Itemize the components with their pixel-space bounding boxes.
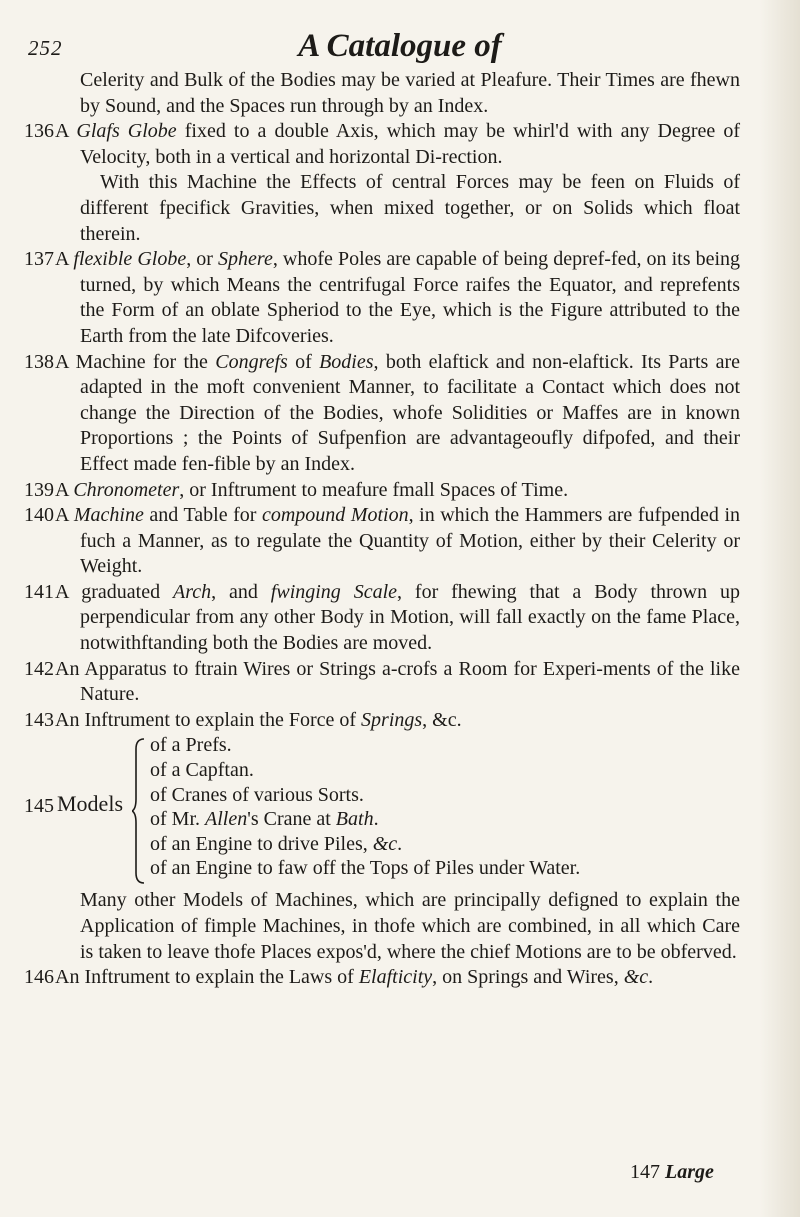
models-list-item: of a Capftan. bbox=[150, 759, 254, 782]
entry-number: 143 bbox=[24, 708, 54, 731]
page-header bbox=[0, 28, 800, 72]
page-number: 252 bbox=[28, 36, 63, 60]
entry-number: 145 bbox=[24, 795, 54, 818]
lead-text: Celerity and Bulk of the Bodies may be varied at Pleafure. Their Times are fhewn by Sound, and the Spaces run through by an Index. bbox=[80, 69, 740, 117]
models-list bbox=[150, 733, 580, 881]
models-list-item: of a Prefs. bbox=[150, 734, 232, 757]
entry-text: A Machine for the Congrefs of Bodies, both elaftick and non-elaftick. Its Parts are adapted in the moft convenient Manner, to facilitate a Contact which does not change the Direction of the Bodies, whofe Solidities or Maffes are in known Proportions ; the Points of Sufpenfion are advantageoufly difpofed, and their Effect made fen-fible by an Index. bbox=[55, 350, 740, 475]
catchword bbox=[630, 1161, 714, 1184]
models-note bbox=[0, 888, 800, 965]
models-list-item: of an Engine to drive Piles, &c. bbox=[150, 832, 403, 855]
entry-text: An Inftrument to explain the Laws of Elafticity, on Springs and Wires, &c. bbox=[55, 966, 654, 989]
entry-143 bbox=[0, 708, 800, 734]
entry-text: An Apparatus to ftrain Wires or Strings a-crofs a Room for Experi-ments of the like Nature. bbox=[55, 657, 740, 706]
models-label: Models bbox=[57, 791, 123, 817]
curly-brace-icon bbox=[132, 737, 146, 885]
entry-137 bbox=[0, 247, 800, 349]
entry-text: An Inftrument to explain the Force of Springs, &c. bbox=[55, 708, 462, 731]
entry-141 bbox=[0, 580, 800, 657]
entry-text: A Glafs Globe fixed to a double Axis, which may be whirl'd with any Degree of Velocity, both in a vertical and horizontal Di-rection. bbox=[55, 120, 740, 168]
entry-number: 142 bbox=[24, 657, 54, 680]
entry-continuation: With this Machine the Effects of central Forces may be feen on Fluids of different fpecifick Gravities, when mixed together, or on Solids which float therein. bbox=[80, 171, 740, 245]
entry-number: 138 bbox=[24, 350, 54, 373]
catchword-number: 147 bbox=[630, 1161, 660, 1183]
models-list-item: of an Engine to faw off the Tops of Piles under Water. bbox=[150, 857, 581, 880]
entry-text: A Machine and Table for compound Motion, in which the Hammers are fufpended in fuch a Manner, as to regulate the Quantity of Motion, either by their Celerity or Weight. bbox=[55, 504, 741, 578]
entry-number: 141 bbox=[24, 580, 54, 603]
entry-text: A flexible Globe, or Sphere, whofe Poles are capable of being depref-fed, on its being turned, by which Means the centrifugal Force raifes the Equator, and reprefents the Form of an oblate Spheriod to the Eye, which is the Figure attributed to the Earth from the late Difcoveries. bbox=[55, 248, 741, 347]
models-entry bbox=[0, 733, 800, 888]
models-list-item: of Mr. Allen's Crane at Bath. bbox=[150, 808, 379, 831]
lead-paragraph bbox=[0, 68, 800, 119]
models-list-item: of Cranes of various Sorts. bbox=[150, 783, 364, 806]
entry-136 bbox=[0, 119, 800, 170]
entry-text: A Chronometer, or Inftrument to meafure fmall Spaces of Time. bbox=[55, 478, 569, 501]
entry-142 bbox=[0, 657, 800, 708]
running-title: A Catalogue of bbox=[298, 28, 502, 64]
page-body bbox=[0, 68, 800, 991]
entry-text: A graduated Arch, and fwinging Scale, for fhewing that a Body thrown up perpendicular from any other Body in Motion, will fall exactly on the fame Place, notwithftanding both the Bodies are moved. bbox=[55, 580, 740, 655]
entry-number: 139 bbox=[24, 478, 54, 501]
entry-list bbox=[0, 119, 800, 733]
entry-number: 146 bbox=[24, 966, 54, 989]
entry-number: 137 bbox=[24, 248, 54, 271]
entry-138 bbox=[0, 350, 800, 478]
entry-number: 140 bbox=[24, 504, 54, 527]
entry-number: 136 bbox=[24, 120, 54, 143]
entry-146 bbox=[0, 965, 800, 991]
catchword-word: Large bbox=[665, 1161, 714, 1183]
models-note-text: Many other Models of Machines, which are principally defigned to explain the Application of fimple Machines, in thofe which are combined, in all which Care is taken to leave thofe Places expos'd, where the chief Motions are to be obferved. bbox=[80, 889, 740, 963]
entry-139 bbox=[0, 478, 800, 504]
entry-140 bbox=[0, 503, 800, 580]
